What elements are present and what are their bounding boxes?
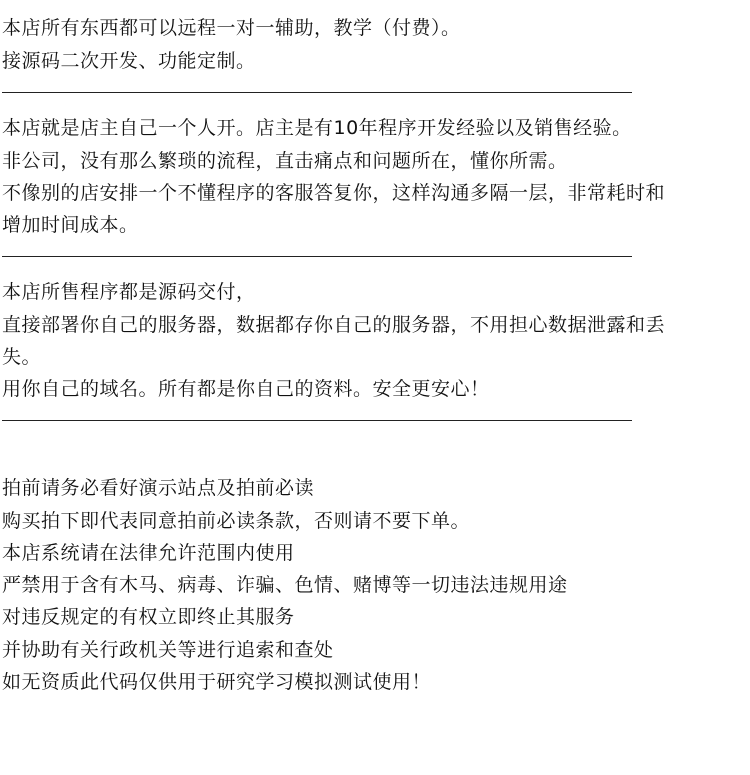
about-line-4: 增加时间成本。 (2, 214, 139, 236)
delivery-line-1: 本店所售程序都是源码交付， (2, 281, 256, 303)
about-line-3: 不像别的店安排一个不懂程序的客服答复你，这样沟通多隔一层，非常耗时和 (2, 182, 666, 204)
delivery-line-2: 直接部署你自己的服务器，数据都存你自己的服务器，不用担心数据泄露和丢 (2, 314, 666, 336)
delivery-line-3: 失。 (2, 346, 42, 368)
about-line-1: 本店就是店主自己一个人开。店主是有10年程序开发经验以及销售经验。 (2, 117, 632, 139)
intro-line-2: 接源码二次开发、功能定制。 (2, 50, 256, 72)
terms-line-1: 拍前请务必看好演示站点及拍前必读 (2, 477, 315, 499)
intro-line-1: 本店所有东西都可以远程一对一辅助，教学（付费）。 (2, 17, 461, 39)
terms-line-7: 如无资质此代码仅供用于研究学习模拟测试使用！ (2, 671, 432, 693)
delivery-line-4: 用你自己的域名。所有都是你自己的资料。安全更安心！ (2, 378, 490, 400)
section-divider (2, 92, 632, 93)
terms-line-4: 严禁用于含有木马、病毒、诈骗、色情、赌博等一切违法违规用途 (2, 574, 568, 596)
terms-line-3: 本店系统请在法律允许范围内使用 (2, 542, 295, 564)
terms-line-2: 购买拍下即代表同意拍前必读条款，否则请不要下单。 (2, 510, 471, 532)
about-line-2: 非公司，没有那么繁琐的流程，直击痛点和问题所在，懂你所需。 (2, 150, 568, 172)
terms-line-6: 并协助有关行政机关等进行追索和查处 (2, 639, 334, 661)
section-divider (2, 256, 632, 257)
section-divider (2, 420, 632, 421)
terms-line-5: 对违反规定的有权立即终止其服务 (2, 606, 295, 628)
